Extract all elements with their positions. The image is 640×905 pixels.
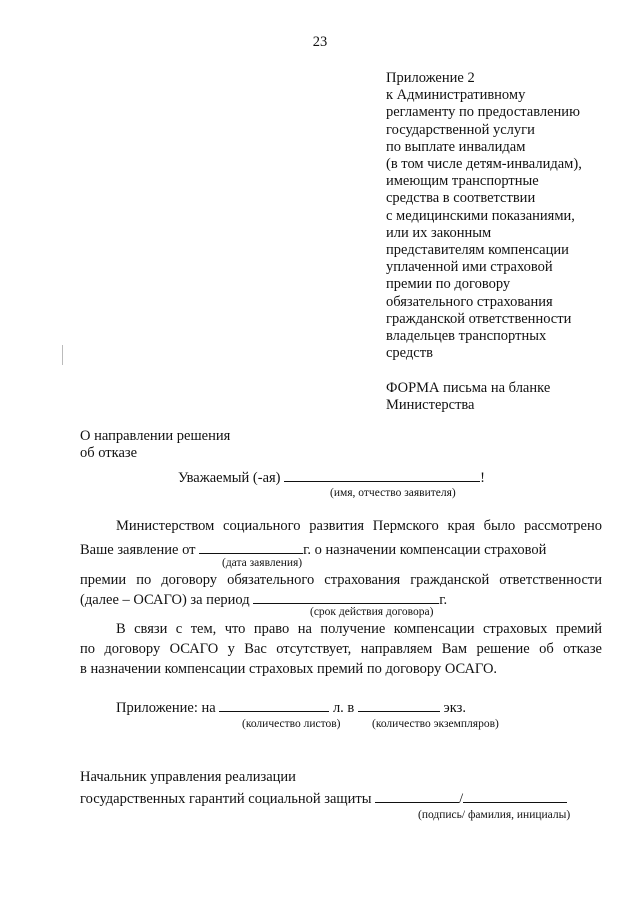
sheet-count-note: (количество листов) xyxy=(242,718,341,730)
application-date-note: (дата заявления) xyxy=(222,557,303,569)
appendix-line: обязательного страхования xyxy=(386,293,553,310)
recipient-name-field[interactable] xyxy=(284,468,480,482)
appendix-line: государственной услуги xyxy=(386,121,535,138)
appendix-line: по выплате инвалидам xyxy=(386,138,526,155)
copy-count-field[interactable] xyxy=(358,698,440,712)
appendix-block xyxy=(386,70,582,362)
signature-line-2 xyxy=(80,789,567,808)
contract-period-field[interactable] xyxy=(253,590,439,604)
period-label: (далее – ОСАГО) за период xyxy=(80,592,250,608)
attachment-line xyxy=(116,698,466,717)
attachment-end: экз. xyxy=(443,700,466,716)
appendix-line: регламенту по предоставлению xyxy=(386,104,580,121)
appendix-line: имеющим транспортные xyxy=(386,173,539,190)
appendix-line: уплаченной ими страховой xyxy=(386,259,553,276)
appendix-line: средства в соответствии xyxy=(386,190,536,207)
copy-count-note: (количество экземпляров) xyxy=(372,718,499,730)
body-p1-line-2 xyxy=(80,540,546,559)
application-date-field[interactable] xyxy=(199,540,303,554)
appendix-line: с медицинскими показаниями, xyxy=(386,207,575,224)
period-suffix: г. xyxy=(439,592,448,608)
attachment-mid: л. в xyxy=(332,700,355,716)
appendix-line: премии по договору xyxy=(386,276,511,293)
appendix-line: Приложение 2 xyxy=(386,70,475,86)
sheet-count-field[interactable] xyxy=(219,698,329,712)
attachment-label: Приложение: на xyxy=(116,700,216,716)
appendix-line: или их законным xyxy=(386,224,492,241)
body-p2-line-2: по договору ОСАГО у Вас отсутствует, направляем Вам решение об отказе xyxy=(80,641,602,657)
appendix-line: к Административному xyxy=(386,87,526,104)
subject-line-1: О направлении решения xyxy=(80,428,231,444)
body-p2-line-3: в назначении компенсации страховых премий по договору ОСАГО. xyxy=(80,661,498,677)
body-p1-line-3: премии по договору обязательного страхования гражданской ответственности xyxy=(80,572,602,588)
salutation-note: (имя, отчество заявителя) xyxy=(330,487,456,499)
form-title-line-1: ФОРМА письма на бланке xyxy=(386,380,551,396)
appendix-line: представителям компенсации xyxy=(386,242,569,259)
salutation-exclamation: ! xyxy=(480,470,485,486)
salutation-text: Уважаемый (-ая) xyxy=(178,470,281,486)
letter-subject xyxy=(80,428,230,462)
full-name-field[interactable] xyxy=(463,789,567,803)
appendix-line: средств xyxy=(386,345,433,362)
subject-line-2: об отказе xyxy=(80,445,138,462)
body-p2-line-1: В связи с тем, что право на получение компенсации страховых премий xyxy=(116,621,602,637)
form-title xyxy=(386,380,550,414)
body-p1-line-1: Министерством социального развития Пермского края было рассмотрено xyxy=(116,518,602,534)
appendix-line: (в том числе детям-инвалидам), xyxy=(386,156,582,173)
application-date-label: Ваше заявление от xyxy=(80,542,196,558)
signature-position: государственных гарантий социальной защиты xyxy=(80,791,372,807)
signature-separator: / xyxy=(459,791,464,807)
salutation xyxy=(178,468,485,487)
appendix-line: гражданской ответственности xyxy=(386,310,572,327)
application-date-suffix: г. о назначении компенсации страховой xyxy=(303,542,547,558)
appendix-line: владельцев транспортных xyxy=(386,328,547,345)
margin-mark xyxy=(62,345,63,365)
signature-line-1: Начальник управления реализации xyxy=(80,769,296,785)
page-number: 23 xyxy=(312,34,328,50)
signature-note: (подпись/ фамилия, инициалы) xyxy=(418,809,571,821)
contract-period-note: (срок действия договора) xyxy=(310,606,434,618)
form-title-line-2: Министерства xyxy=(386,397,475,414)
signature-field[interactable] xyxy=(375,789,459,803)
